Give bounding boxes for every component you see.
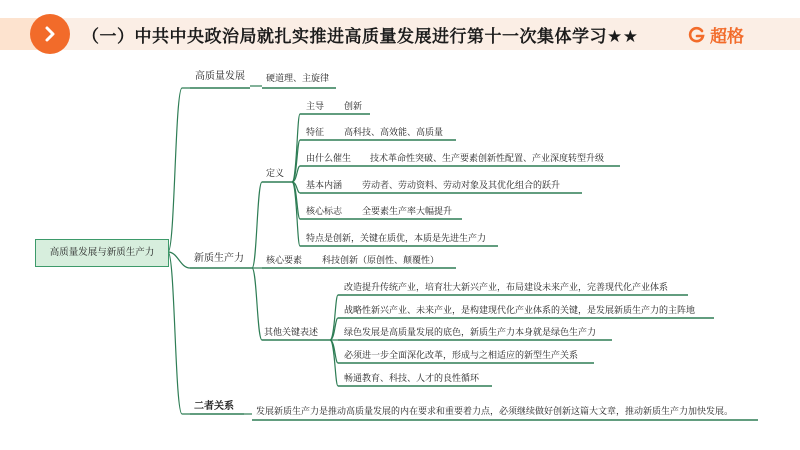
other-statement-item: 战略性新兴产业、未来产业，是构建现代化产业体系的关键，是发展新质生产力的主阵地 [344,306,696,316]
definition-key: 主导 [306,102,325,112]
other-statement-item: 必须进一步全面深化改革，形成与之相适应的新型生产关系 [344,351,579,361]
page-title: （一）中共中央政治局就扎实推进高质量发展进行第十一次集体学习★★ [82,27,639,47]
other-statements-node[interactable]: 其他关键表述 [264,328,319,338]
definition-value: 全要素生产率大幅提升 [362,207,453,217]
mindmap-root[interactable]: 高质量发展与新质生产力 [35,239,169,267]
brand-name: 超格 [710,27,744,47]
definition-value: 特点是创新，关键在质优，本质是先进生产力 [306,234,487,244]
definition-value: 创新 [344,102,363,112]
branch-high-quality-development-content: 硬道理、主旋律 [266,74,330,84]
branch-new-quality-productivity[interactable]: 新质生产力 [194,253,244,264]
other-statement-item: 改造提升传统产业，培育壮大新兴产业，布局建设未来产业，完善现代化产业体系 [344,283,669,293]
definition-key: 基本内涵 [306,181,343,191]
branch-high-quality-development[interactable]: 高质量发展 [195,71,245,82]
branch-relationship[interactable]: 二者关系 [194,401,234,412]
core-element-value: 科技创新（原创性、颠覆性） [322,256,440,266]
branch-relationship-content: 发展新质生产力是推动高质量发展的内在要求和重要着力点，必须继续做好创新这篇大文章，推动新质生产力加快发展。 [256,407,734,417]
definition-key: 特征 [306,128,325,138]
definition-key: 由什么催生 [306,154,352,164]
definition-value: 高科技、高效能、高质量 [344,128,444,138]
definition-value: 劳动者、劳动资料、劳动对象及其优化组合的跃升 [362,181,561,191]
definition-key: 核心标志 [306,207,343,217]
definition-value: 技术革命性突破、生产要素创新性配置、产业深度转型升级 [370,154,605,164]
core-element-node[interactable]: 核心要素 [266,256,303,266]
other-statement-item: 畅通教育、科技、人才的良性循环 [344,374,480,384]
definition-node[interactable]: 定义 [266,169,285,179]
other-statement-item: 绿色发展是高质量发展的底色，新质生产力本身就是绿色生产力 [344,328,597,338]
